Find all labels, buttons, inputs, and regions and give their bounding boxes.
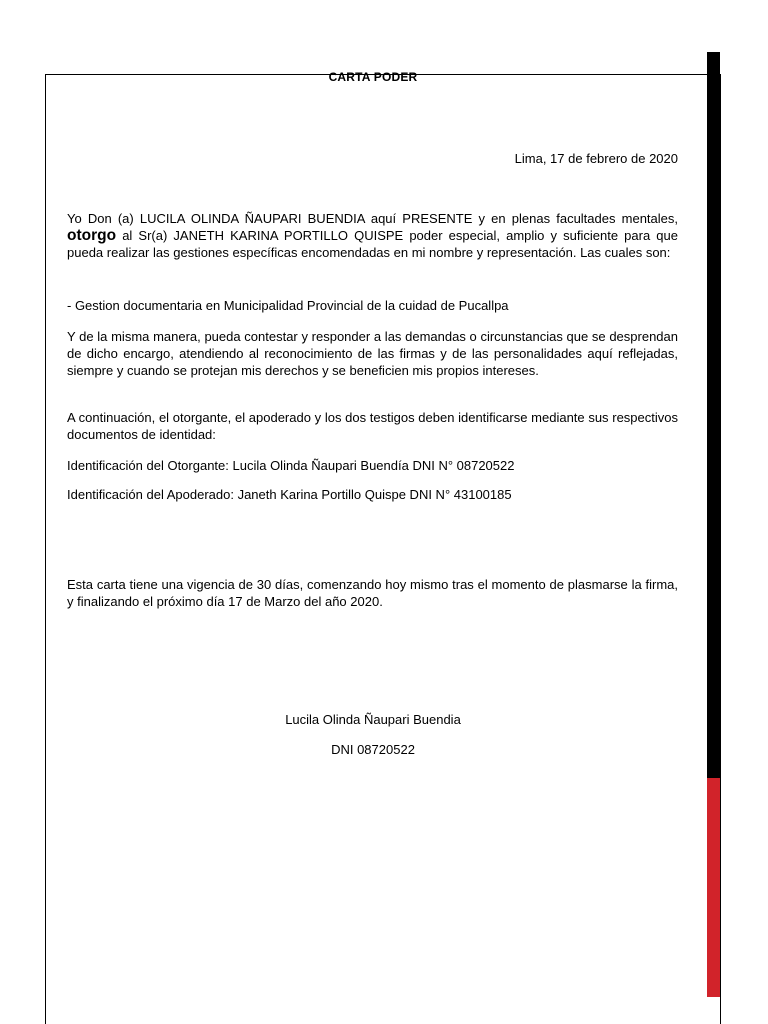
paragraph-grant bbox=[67, 210, 678, 261]
paragraph-attorney-id: Identificación del Apoderado: Janeth Karina Portillo Quispe DNI N° 43100185 bbox=[67, 487, 512, 502]
paragraph-responsibilities: Y de la misma manera, pueda contestar y responder a las demandas o circunstancias que se desprendan de dicho encargo, atendiendo al reconocimiento de las firmas y de las personalidades aquí reflejadas, siempre y cuando se protejan mis derechos y se beneficien mis propios intereses. bbox=[67, 329, 678, 378]
decorative-bar-red bbox=[707, 778, 720, 997]
decorative-bar-black bbox=[707, 52, 720, 778]
document-title: CARTA PODER bbox=[328, 70, 418, 84]
paragraph-grant-part2: al Sr(a) JANETH KARINA PORTILLO QUISPE poder especial, amplio y suficiente para que pueda realizar las gestiones específicas encomendadas en mi nombre y representación. Las cuales son: bbox=[67, 228, 678, 260]
paragraph-grant-emphasis: otorgo bbox=[67, 227, 117, 244]
paragraph-identification-intro: A continuación, el otorgante, el apoderado y los dos testigos deben identificarse mediante sus respectivos documentos de identidad: bbox=[67, 410, 678, 442]
signature-dni: DNI 08720522 bbox=[331, 742, 415, 757]
paragraph-task: - Gestion documentaria en Municipalidad Provincial de la cuidad de Pucallpa bbox=[67, 298, 509, 313]
date-line: Lima, 17 de febrero de 2020 bbox=[514, 151, 678, 166]
signature-name: Lucila Olinda Ñaupari Buendia bbox=[285, 712, 461, 727]
paragraph-grant-part1: Yo Don (a) LUCILA OLINDA ÑAUPARI BUENDIA aquí PRESENTE y en plenas facultades mentales, bbox=[67, 211, 678, 226]
paragraph-validity: Esta carta tiene una vigencia de 30 días, comenzando hoy mismo tras el momento de plasmarse la firma, y finalizando el próximo día 17 de Marzo del año 2020. bbox=[67, 577, 678, 609]
paragraph-grantor-id: Identificación del Otorgante: Lucila Olinda Ñaupari Buendía DNI N° 08720522 bbox=[67, 458, 515, 473]
